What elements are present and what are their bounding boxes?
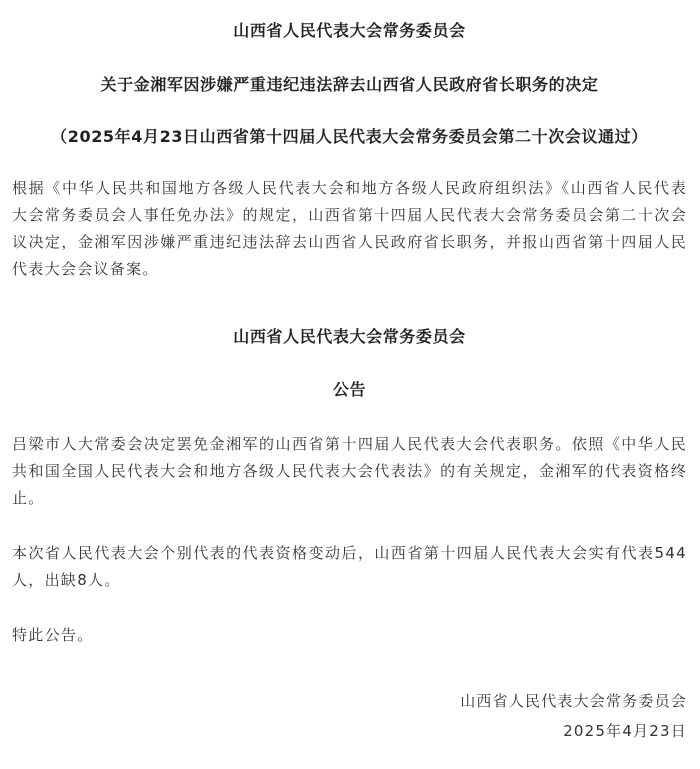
announcement-org: 山西省人民代表大会常务委员会 [233,327,466,346]
announcement-paragraph-2: 本次省人民代表大会个别代表的代表资格变动后，山西省第十四届人民代表大会实有代表544人，出缺8人。 [12,544,687,589]
announcement-closing: 特此公告。 [12,626,94,644]
decision-body: 根据《中华人民共和国地方各级人民代表大会和地方各级人民政府组织法》《山西省人民代表大会常务委员会人事任免办法》的规定，山西省第十四届人民代表大会常务委员会第二十次会议决定，金湘军因涉嫌严重违纪违法辞去山西省人民政府省长职务，并报山西省第十四届人民代表大会会议备案。 [12,179,687,278]
announcement-paragraph-1: 吕梁市人大常委会决定罢免金湘军的山西省第十四届人民代表大会代表职务。依照《中华人民共和国全国人民代表大会和地方各级人民代表大会代表法》的有关规定，金湘军的代表资格终止。 [12,435,687,507]
signature-org: 山西省人民代表大会常务委员会 [460,692,687,710]
title-org: 山西省人民代表大会常务委员会 [233,21,466,40]
title-decision: 关于金湘军因涉嫌严重违纪违法辞去山西省人民政府省长职务的决定 [100,75,599,94]
signature-date: 2025年4月23日 [563,722,687,740]
title-passed-note: （2025年4月23日山西省第十四届人民代表大会常务委员会第二十次会议通过） [51,127,648,146]
announcement-title: 公告 [332,380,367,399]
